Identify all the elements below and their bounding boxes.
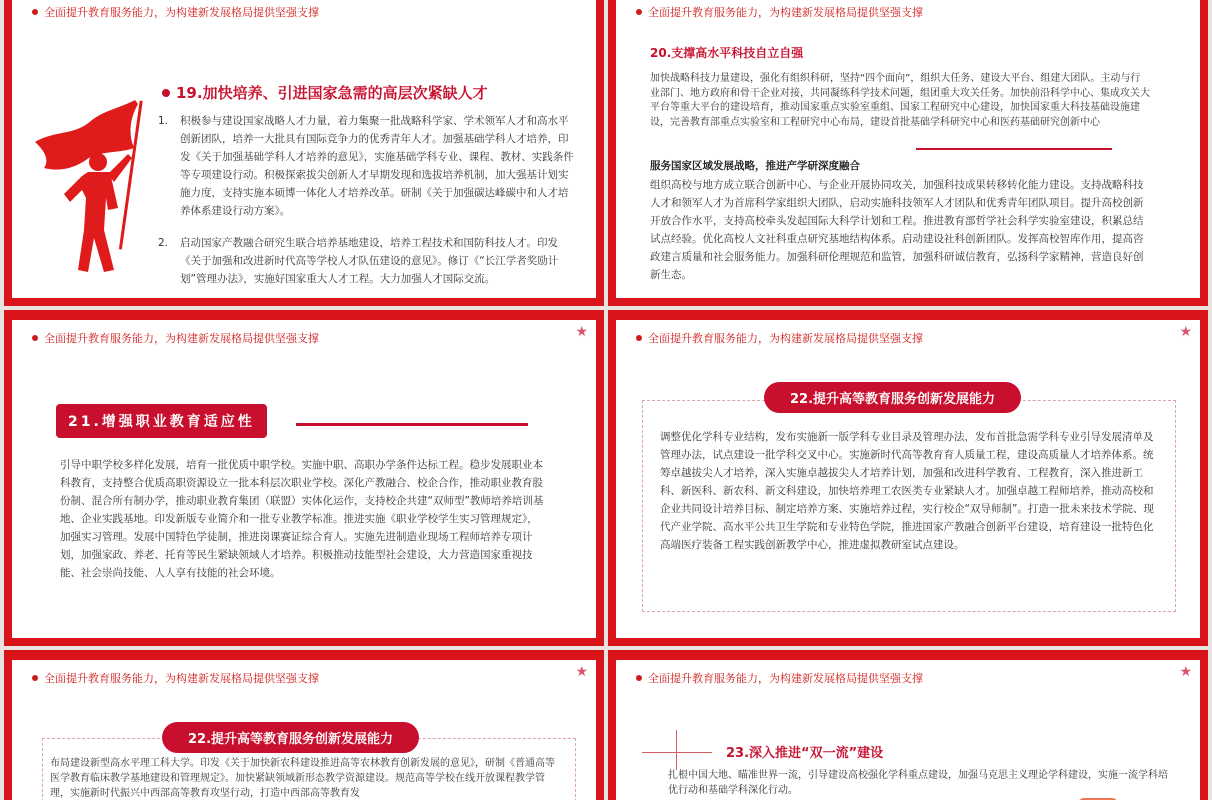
divider: [296, 423, 528, 426]
list-item: [158, 112, 578, 220]
star-icon: ★: [575, 324, 588, 340]
list-number: 1.: [158, 115, 169, 127]
header-text: 全面提升教育服务能力，为构建新发展格局提供坚强支撑: [648, 332, 923, 345]
header-text: 全面提升教育服务能力，为构建新发展格局提供坚强支撑: [44, 332, 319, 345]
slide-header: [636, 670, 923, 686]
slide-20[interactable]: [608, 0, 1208, 306]
slide-content: [12, 0, 596, 298]
slide-content: [12, 660, 596, 800]
section-title: 22.提升高等教育服务创新发展能力: [162, 722, 419, 753]
section-title-text: 19.加快培养、引进国家急需的高层次紧缺人才: [176, 84, 488, 102]
section-title: 20.支撑高水平科技自立自强: [650, 46, 804, 60]
divider: [916, 148, 1112, 150]
header-text: 全面提升教育服务能力，为构建新发展格局提供坚强支撑: [44, 6, 319, 19]
slide-header: [32, 4, 319, 20]
bullet-dot-icon: [32, 675, 38, 681]
decorative-line: [642, 752, 712, 753]
slide-content: [12, 320, 596, 638]
header-text: 全面提升教育服务能力，为构建新发展格局提供坚强支撑: [648, 672, 923, 685]
slide-content: [616, 660, 1200, 800]
numbered-list: [158, 112, 578, 298]
star-icon: ★: [575, 664, 588, 680]
decorative-line: [676, 730, 677, 770]
body-paragraph: 引导中职学校多样化发展，培育一批优质中职学校。实施中职、高职办学条件达标工程。稳步发展职业本科教育，支持整合优质高职资源设立一批本科层次职业学校。深化产教融合、校企合作，推动职业教育股份制、混合所有制办学，推动职业教育集团（联盟）实体化运作，支持校企共建“双师型”教师培养培训基地、企业实践基地。印发新版专业简介和一批专业教学标准。推进实施《职业学校学生实习管理规定》，加强实习管理。发展中国特色学徒制，推进岗课赛证综合育人。实施先进制造业现场工程师培养专项计划，加强家政、养老、托育等民生紧缺领域人才培养。积极推动技能型社会建设，大力营造国家重视技能、社会崇尚技能、人人享有技能的社会环境。: [60, 459, 544, 580]
star-icon: ★: [1179, 324, 1192, 340]
list-item: [158, 234, 578, 288]
slide-21[interactable]: [4, 310, 604, 646]
body-paragraph: 扎根中国大地、瞄准世界一流，引导建设高校强化学科重点建设，加强马克思主义理论学科建设，实施一流学科培优行动和基础学科深化行动。: [668, 770, 1168, 796]
bullet-dot-icon: [162, 89, 170, 97]
body-paragraph: 布局建设新型高水平理工科大学。印发《关于加快新农科建设推进高等农林教育创新发展的意见》，研制《普通高等医学教育临床教学基地建设和管理规定》。加快紧缺领域新形态教学资源建设。规范高等学校在线开放课程教学管理，实施新时代振兴中西部高等教育攻坚行动，打造中西部高等教育发: [50, 758, 555, 799]
section-title: 23.深入推进“双一流”建设: [726, 746, 884, 761]
bullet-dot-icon: [32, 335, 38, 341]
body-paragraph: 组织高校与地方成立联合创新中心、与企业开展协同攻关，加强科技成果转移转化能力建设。支持战略科技人才和领军人才为首席科学家组织大团队，启动实施科技领军人才团队和优秀青年团队项目。提升高校创新开放合作水平，支持高校牵头发起国际大科学计划和工程。推进教育部哲学社会科学实验室建设，积累总结试点经验。优化高校人文社科重点研究基地结构体系。启动建设社科创新团队。发挥高校智库作用，提高咨政建言质量和社会服务能力。加强科研伦理规范和监管，加强科研诚信教育，弘扬科学家精神，营造良好创新生态。: [650, 179, 1144, 282]
bullet-dot-icon: [32, 9, 38, 15]
slide-header: [636, 330, 923, 346]
intro-paragraph: 加快战略科技力量建设，强化有组织科研，坚持“四个面向”，组织大任务、建设大平台、组建大团队。主动与行业部门、地方政府和骨干企业对接，共同凝练科学技术问题，组团重大攻关任务。加快前沿科学中心、集成攻关大平台等重大平台的建设培育，推动国家重点实验室重组、国家工程研究中心建设，加快国家重大科技基础设施建设，完善教育部重点实验室和工程研究中心布局，建设首批基础学科研究中心和医药基础研究创新中心: [650, 73, 1150, 128]
section-title: 21.增强职业教育适应性: [56, 404, 267, 438]
slide-19[interactable]: [4, 0, 604, 306]
header-text: 全面提升教育服务能力，为构建新发展格局提供坚强支撑: [648, 6, 923, 19]
list-number: 2.: [158, 237, 169, 250]
slide-content: [616, 320, 1200, 638]
slide-content: [616, 0, 1200, 298]
list-text: 积极参与建设国家战略人才力量，着力集聚一批战略科学家、学术领军人才和高水平创新团队，培养一大批具有国际竞争力的优秀青年人才。加强基础学科人才培养，印发《关于加强基础学科人才培养的意见》，实施基础学科专业、课程、教材、实践条件等专项建设行动。积极探索拔尖创新人才早期发现和选拔培养机制，加大强基计划实施力度，支持实施本硕博一体化人才培养改革。研制《关于加强碳达峰碳中和人才培养体系建设行动方案》。: [180, 115, 574, 218]
bullet-dot-icon: [636, 9, 642, 15]
body-paragraph: 调整优化学科专业结构，发布实施新一版学科专业目录及管理办法，发布首批急需学科专业引导发展清单及管理办法，试点建设一批学科交叉中心。实施新时代高等教育育人质量工程，建设高质量人才培养体系。统筹卓越拔尖人才培养，深入实施卓越拔尖人才培养计划，加强和改进科学教育、工程教育，深入推进新工科、新医科、新农科、新文科建设，加快培养理工农医类专业紧缺人才。加强卓越工程师培养，推动高校和企业共同设计培养目标、制定培养方案、实施培养过程，实行校企“双导师制”。打造一批未来技术学院、现代产业学院、高水平公共卫生学院和专业特色学院，推进国家产教融合创新平台建设，培育建设一批特色化高端医疗装备工程实践创新教学中心，推进虚拟教研室试点建设。: [660, 431, 1154, 552]
list-text: 启动国家产教融合研究生联合培养基地建设，培养工程技术和国防科技人才。印发《关于加强和改进新时代高等学校人才队伍建设的意见》。修订《“长江学者奖励计划”管理办法》，实施好国家重大人才工程。大力加强人才国际交流。: [180, 237, 559, 286]
bullet-dot-icon: [636, 675, 642, 681]
slide-header: [636, 4, 923, 20]
slide-22[interactable]: [608, 310, 1208, 646]
slide-22-continued[interactable]: [4, 650, 604, 800]
flag-bearer-silhouette-icon: [30, 90, 150, 275]
bullet-dot-icon: [636, 335, 642, 341]
header-text: 全面提升教育服务能力，为构建新发展格局提供坚强支撑: [44, 672, 319, 685]
slide-header: [32, 670, 319, 686]
slide-23[interactable]: [608, 650, 1208, 800]
subsection-title: 服务国家区域发展战略，推进产学研深度融合: [650, 160, 860, 172]
section-title: [162, 82, 488, 103]
slide-header: [32, 330, 319, 346]
star-icon: ★: [1179, 664, 1192, 680]
section-title: 22.提升高等教育服务创新发展能力: [764, 382, 1021, 413]
